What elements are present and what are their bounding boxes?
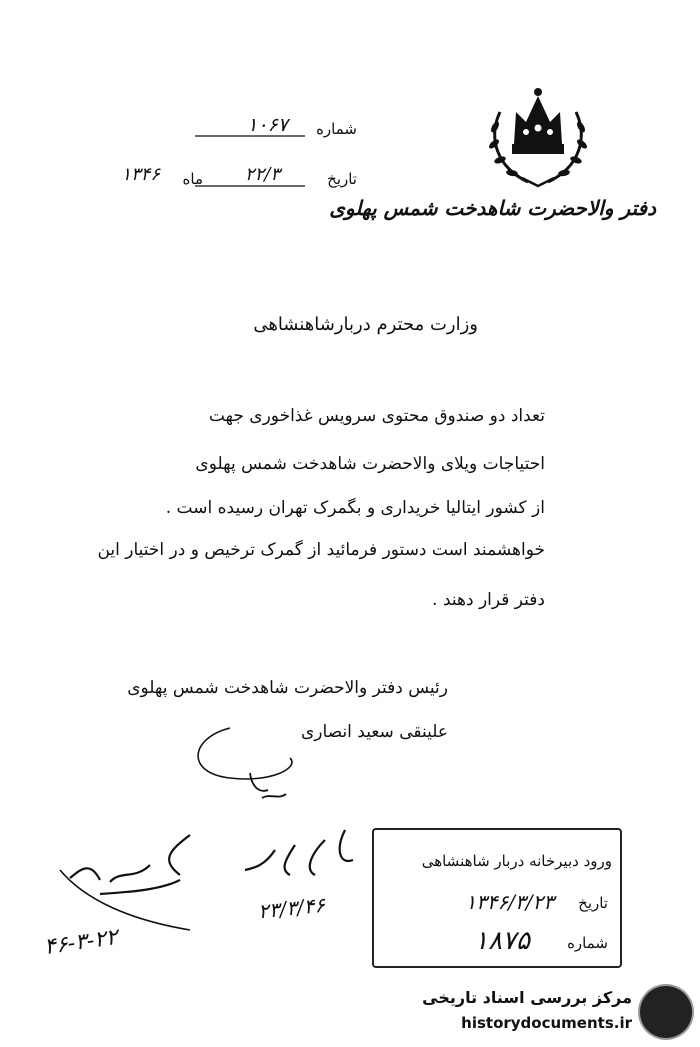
body-line: احتیاجات ویلای والاحضرت شاهدخت شمس پهلوی	[195, 454, 545, 474]
stamp-date-label: تاریخ	[578, 894, 608, 912]
watermark-line2: historydocuments.ir	[461, 1014, 632, 1032]
addressee: وزارت محترم دربارشاهنشاهی	[253, 314, 478, 335]
archive-logo-icon	[640, 986, 692, 1038]
body-line: دفتر قرار دهند .	[432, 590, 545, 610]
signatory-name: علینقی سعید انصاری	[301, 722, 448, 742]
signatory-title: رئیس دفتر والاحضرت شاهدخت شمس پهلوی	[127, 678, 448, 698]
month-label: ماه	[182, 170, 203, 188]
date-day-month: ۲۲/۳	[244, 164, 280, 185]
registration-stamp	[372, 828, 622, 968]
watermark	[420, 980, 692, 1042]
office-name: دفتر والاحضرت شاهدخت شمس پهلوی	[329, 196, 656, 220]
crown-emblem-icon	[478, 82, 598, 192]
marginal-note-scribble-middle	[235, 820, 365, 890]
signature-scribble	[190, 718, 340, 818]
stamp-date-value: ۱۳۴۶/۳/۲۳	[465, 890, 554, 914]
marginal-note-middle: ۲۳/۳/۴۶	[256, 892, 327, 924]
date-year: ۱۳۴۶	[121, 164, 160, 185]
number-value: ۱۰۶۷	[247, 114, 288, 136]
number-label: شماره	[316, 120, 357, 138]
body-line: از کشور ایتالیا خریداری و بگمرک تهران رسیده است .	[165, 498, 545, 518]
watermark-line1: مرکز بررسی اسناد تاریخی	[422, 988, 632, 1007]
stamp-header: ورود دبیرخانه دربار شاهنشاهی	[421, 852, 612, 870]
stamp-number-label: شماره	[567, 934, 608, 952]
date-label: تاریخ	[327, 170, 357, 188]
body-line: تعداد دو صندوق محتوی سرویس غذاخوری جهت	[208, 406, 545, 426]
marginal-note-left: ۴۶-۳-۲۲	[42, 924, 120, 961]
stamp-number-value: ۱۸۷۵	[474, 926, 530, 956]
body-line: خواهشمند است دستور فرمائید از گمرک ترخیص و در اختیار این	[97, 540, 545, 560]
